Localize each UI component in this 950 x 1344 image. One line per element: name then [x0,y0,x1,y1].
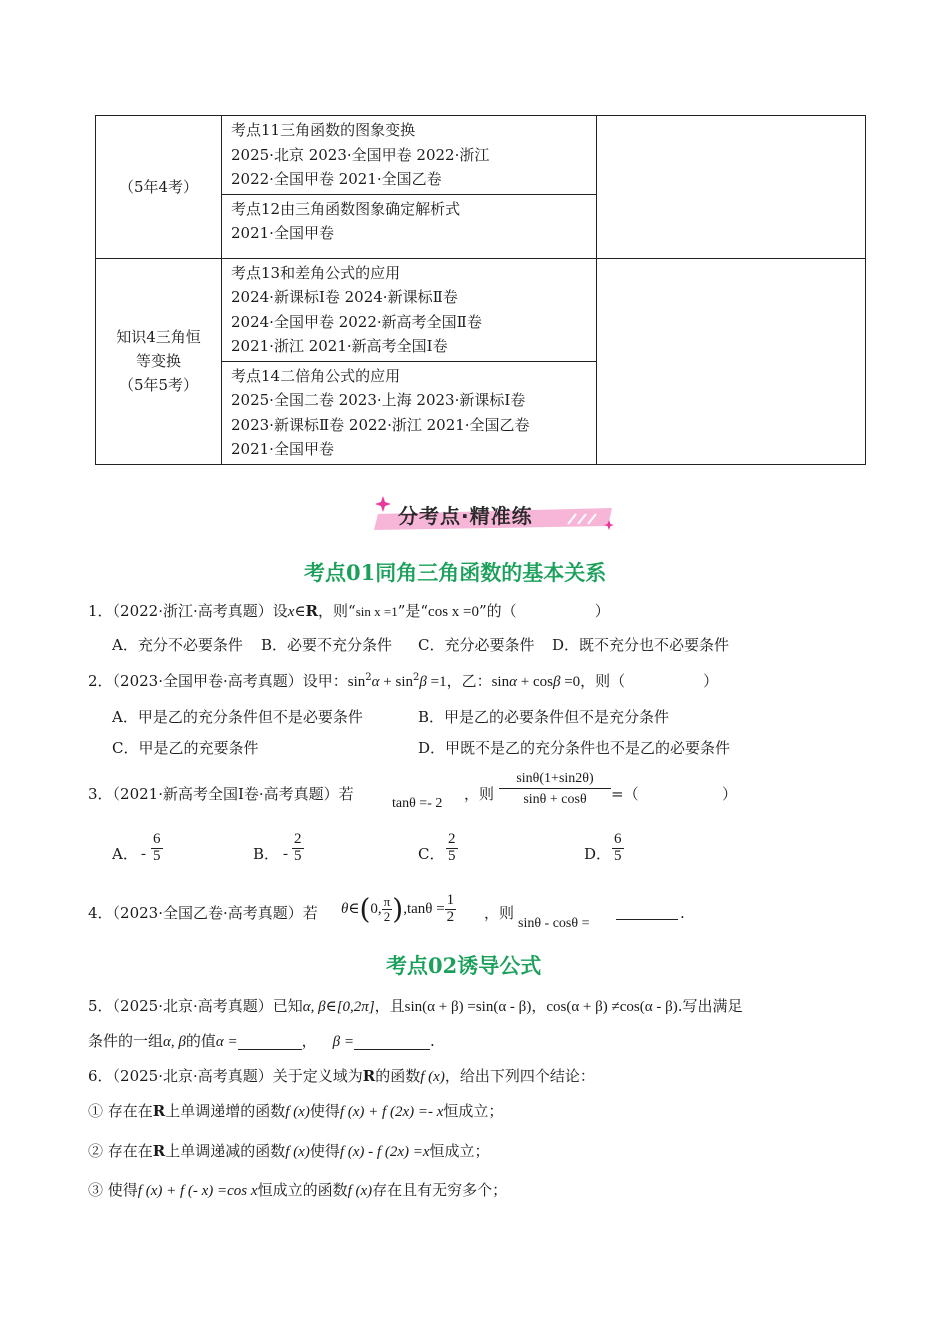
math-var: β [419,674,427,690]
math-expr: tanθ =- 2 [392,796,443,811]
question-text: ”是“ [397,602,429,620]
math-expr: cos x =0 [428,604,480,620]
knowledge-title: 等变换 [135,352,181,370]
question-number: 4． [88,904,113,922]
option-b[interactable] [253,847,279,862]
math-op: ∈ [294,604,306,620]
option-a-value [151,832,163,865]
math-var: α [509,674,517,690]
knowledge-cell [96,258,222,464]
knowledge-title: 知识4三角恒 [116,328,201,346]
option-d[interactable]: D．既不充分也不必要条件 [552,636,730,654]
option-label: B． [253,845,280,863]
point-source: 2024·新课标Ⅰ卷 2024·新课标Ⅱ卷 [231,288,458,306]
math-exp: 2 [365,672,372,683]
option-a[interactable]: A．充分不必要条件 [112,636,243,654]
sparkle-icon [375,496,391,512]
question-number: 3． [88,785,113,803]
empty-cell [597,116,866,259]
fraction-numerator: 2 [448,831,456,847]
math-op: - [283,846,288,862]
paren: ) [392,892,404,926]
point-title: 考点12由三角函数图象确定解析式 [231,199,461,218]
math-expr: α = [215,1034,238,1050]
statement-1 [88,1104,503,1120]
math-expr: α, β∈[0,2π] [302,999,375,1015]
statement-text: ① 存在在 [88,1102,153,1120]
statement-text: ③ 使得 [88,1181,138,1199]
fraction [499,770,611,809]
option-d[interactable]: D．甲既不是乙的充分条件也不是乙的必要条件 [418,739,731,757]
question-text: ，则 [464,785,495,803]
math-op: =1 [426,674,447,690]
statement-text: 使得 [309,1102,340,1120]
question-source: （2022·浙江·高考真题）设 [112,602,288,620]
math-expr: sin x =1 [355,604,398,619]
math-set: R [305,602,319,620]
math-expr: f (x) - f (2x) =x [339,1144,430,1160]
math-func: sin [491,674,510,690]
math-num: 0, [370,900,382,917]
question-number: 1． [88,602,113,620]
question-number: 2． [88,672,113,690]
section-title: 考点01同角三角函数的基本关系 [304,560,607,585]
option-b[interactable]: B．甲是乙的必要条件但不是充分条件 [418,708,670,726]
question-number: 5． [88,997,113,1015]
point-source: 2025·北京 2023·全国甲卷 2022·浙江 [231,145,490,164]
question-text: ，则（ [580,672,626,690]
math-var: β [552,674,561,690]
question-text: ） [722,785,738,803]
question-1 [88,604,610,620]
math-expr: f (x) + f (- x) =cos x [137,1183,258,1199]
knowledge-cell [96,116,222,259]
math-op: =0 [560,674,581,690]
math-func: + sin [379,674,413,690]
answer-blank[interactable] [616,919,678,920]
statement-3 [88,1183,507,1199]
fraction-denominator: sinθ + cosθ [499,788,611,809]
math-var: α [371,674,380,690]
math-expr: f (x) [285,1104,310,1120]
option-b[interactable]: B．必要不充分条件 [261,636,393,654]
point-title: 考点14二倍角公式的应用 [231,366,401,385]
math-expr: f (x) [347,1183,373,1199]
point-title: 考点13和差角公式的应用 [231,263,401,282]
option-d[interactable] [584,847,611,862]
statement-text: 存在且有无穷多个； [372,1181,508,1199]
answer-blank[interactable] [354,1034,430,1050]
question-text: ，乙： [446,672,492,690]
option-d-value [612,832,624,865]
fraction-denominator: 2 [382,909,393,924]
fraction-numerator: 6 [153,831,161,847]
math-expr: f (x) [420,1069,445,1085]
math-set: R [152,1102,166,1120]
point-cell [222,361,597,464]
knowledge-count: （5年4考） [118,177,199,196]
option-label: C． [418,845,445,863]
question-5-line2 [88,1034,435,1050]
statement-text: 使得 [309,1142,340,1160]
fraction-denominator: 2 [446,908,455,925]
point-source: 2021·浙江 2021·新高考全国Ⅰ卷 [231,337,448,355]
question-source: （2023·全国甲卷·高考真题）设甲： [112,672,348,690]
question-5 [88,999,743,1015]
option-c-value [446,832,458,865]
math-expr [341,893,456,926]
option-label: D． [584,845,612,863]
knowledge-count: （5年5考） [118,376,199,394]
math-func: sin [347,674,366,690]
question-3-stem [88,787,354,802]
point-cell [222,116,597,195]
question-text: ，给出下列四个结论： [444,1067,595,1085]
math-func: + cos [516,674,553,690]
math-expr: β = [332,1034,354,1050]
fraction-numerator: 2 [294,831,302,847]
option-a[interactable]: A．甲是乙的充分条件但不是必要条件 [112,708,363,726]
math-set: R [152,1142,166,1160]
math-expr: sin(α + β) =sin(α - β) [404,999,532,1015]
statement-text: 恒成立； [429,1142,490,1160]
fraction-denominator: 5 [294,847,302,864]
exam-points-table [95,115,866,465]
fraction-denominator: 5 [614,847,622,864]
banner-title: 分考点·精准练 [398,504,533,528]
paren: ( [359,892,371,926]
point-cell [222,258,597,361]
question-text: =（ [611,785,639,803]
empty-cell [597,258,866,464]
point-source: 2023·新课标Ⅱ卷 2022·浙江 2021·全国乙卷 [231,415,530,434]
section-title: 考点02诱导公式 [386,953,542,978]
question-4-stem [88,906,318,921]
question-text: .写出满足 [677,997,743,1015]
fraction-denominator: 5 [448,847,456,864]
question-text: ） [594,602,610,620]
statement-text: 上单调递减的函数 [165,1142,286,1160]
question-text: . [430,1032,435,1050]
question-source: （2025·北京·高考真题）关于定义域为 [112,1067,363,1085]
fraction-numerator: 6 [614,831,622,847]
math-set: R [362,1067,376,1085]
statement-2 [88,1144,490,1160]
math-op: - [141,846,146,862]
question-text: ） [703,672,719,690]
question-2 [88,673,718,690]
question-source: （2025·北京·高考真题）已知 [112,997,303,1015]
question-6 [88,1069,595,1085]
point-title: 考点11三角函数的图象变换 [231,121,416,139]
question-source: （2023·全国乙卷·高考真题）若 [112,904,318,922]
statement-text: ② 存在在 [88,1142,153,1160]
fraction-numerator: sinθ(1+sin2θ) [516,771,594,786]
math-expr: f (x) [285,1144,310,1160]
fraction-numerator: 1 [446,892,455,908]
math-expr: α, β [163,1034,186,1050]
math-op: ∈ [348,900,360,917]
question-source: （2021·新高考全国Ⅰ卷·高考真题）若 [112,785,354,803]
point-cell [222,194,597,258]
option-b-value [292,832,304,865]
question-text: ，则 [484,904,515,922]
fraction-numerator: π [383,894,391,910]
option-label: A． [112,845,138,863]
option-c[interactable] [418,847,444,862]
option-c[interactable]: C．充分必要条件 [418,636,535,654]
statement-text: 上单调递增的函数 [165,1102,286,1120]
question-text: ，则“ [318,602,356,620]
math-expr: sinθ - cosθ = [518,916,590,931]
math-var: θ [341,900,349,917]
point-source: 2021·全国甲卷 [231,224,334,242]
math-expr: f (x) + f (2x) =- x [339,1104,444,1120]
point-source: 2025·全国二卷 2023·上海 2023·新课标Ⅰ卷 [231,391,526,409]
point-source: 2024·全国甲卷 2022·新高考全国Ⅱ卷 [231,312,482,331]
fraction-denominator: 5 [153,847,161,864]
question-text: ”的（ [479,602,517,620]
question-text: ， [531,997,547,1015]
question-text: 条件的一组 [88,1032,164,1050]
statement-text: 恒成立； [443,1102,504,1120]
answer-blank[interactable] [238,1034,302,1050]
question-number: 6． [88,1067,113,1085]
statement-text: 恒成立的函数 [257,1181,348,1199]
math-expr: ,tanθ = [403,900,445,917]
math-exp: 2 [413,672,420,683]
question-text: 的值 [185,1032,216,1050]
question-text: . [680,904,685,922]
question-text: 的函数 [375,1067,421,1085]
option-a[interactable] [112,847,138,862]
question-text: ， [301,1032,317,1050]
math-expr: cos(α + β) ≠cos(α - β) [546,999,678,1015]
math-var: x [287,604,295,620]
point-source: 2021·全国甲卷 [231,440,334,458]
option-c[interactable]: C．甲是乙的充要条件 [112,739,259,757]
question-text: ，且 [374,997,405,1015]
point-source: 2022·全国甲卷 2021·全国乙卷 [231,170,442,188]
